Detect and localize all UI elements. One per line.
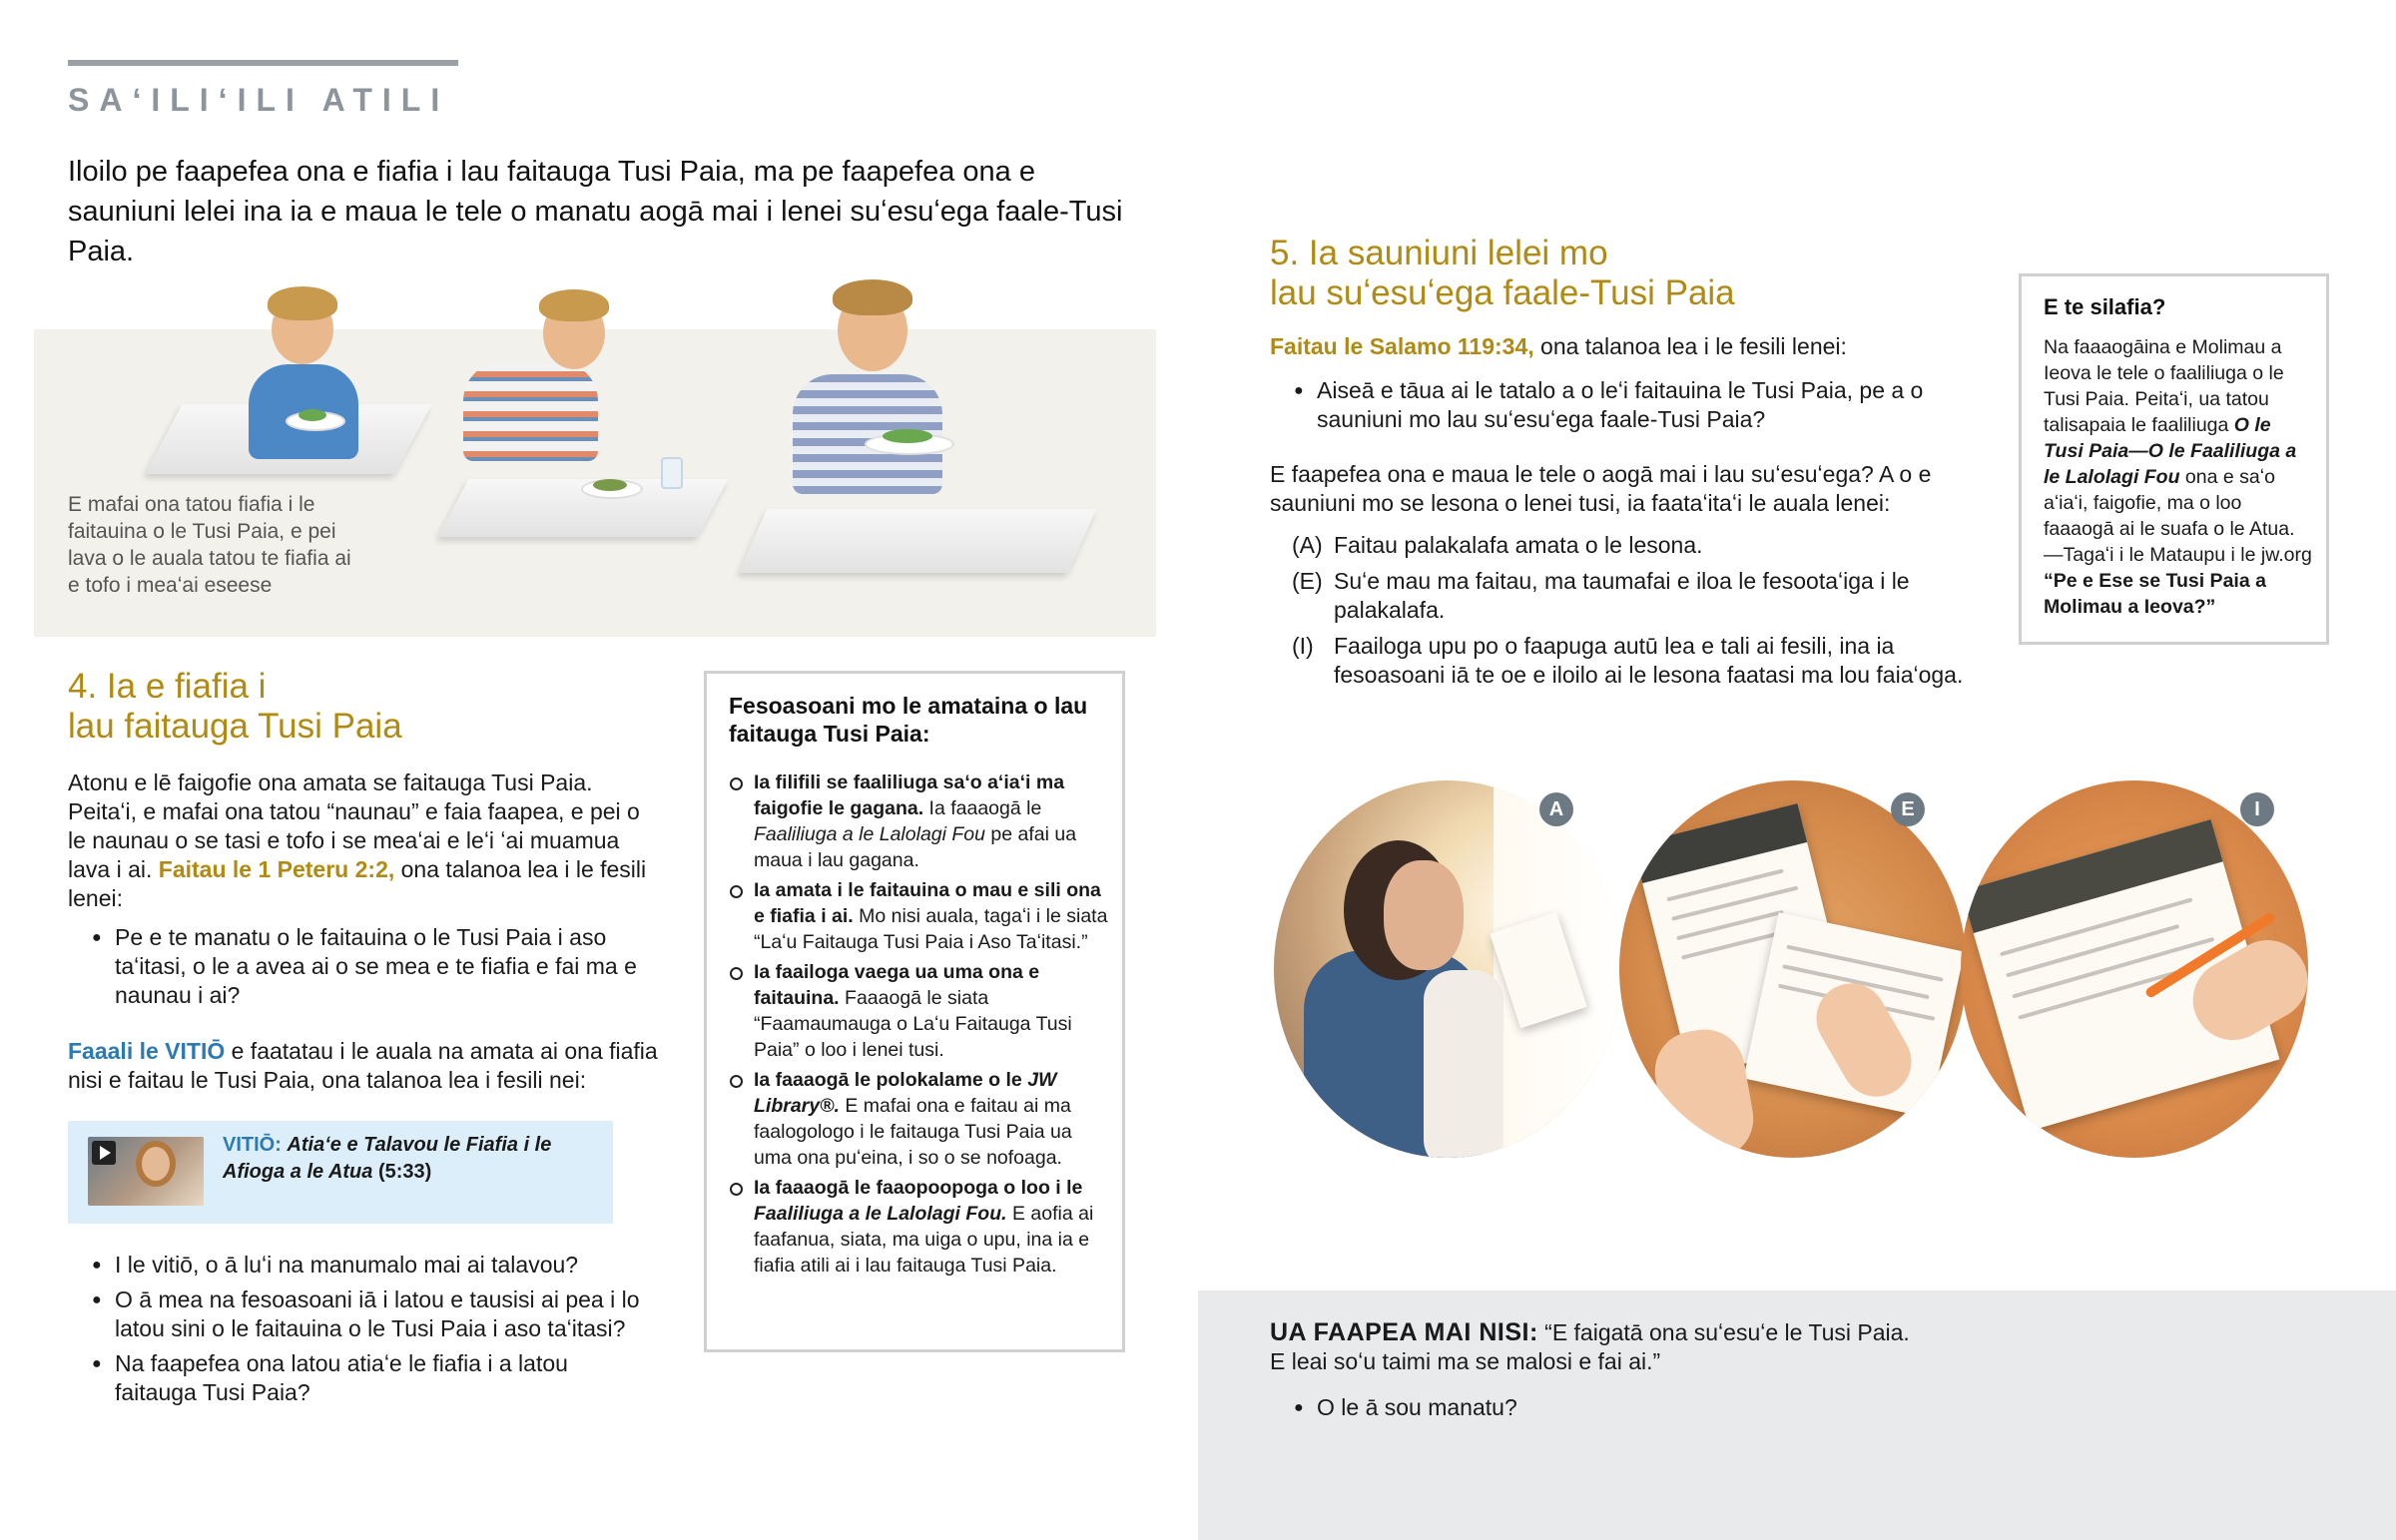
video-title-block[interactable]	[223, 1132, 602, 1186]
intro-paragraph: Iloilo pe faapefea ona e fiafia i lau faitauga Tusi Paia, ma pe faapefea ona e sauniuni lelei ina ia e maua le tele o manatu aogā mai i lenei suʻesuʻega faale-Tusi Paia.	[68, 156, 1123, 267]
photo-caption: E mafai ona tatou fiafia i le faitauina o le Tusi Paia, e pei lava o le auala tatou te fiafia ai e tofo i meaʻai eseese	[68, 493, 351, 597]
circle-illustration-i	[1961, 780, 2308, 1158]
question-item: ● I le vitiō, o ā luʻi na manumalo mai ai talavou?	[68, 1251, 647, 1280]
tip-item: Ia faailoga vaega ua uma ona e faitauina. Faaaogā le siata “Faamaumauga o Laʻu Faitauga Tusi Paia” o loo i lenei tusi.	[729, 959, 1113, 1063]
badge-i: I	[2240, 792, 2274, 826]
article-link[interactable]: “Pe e Ese se Tusi Paia a Molimau a Ieova?”	[2044, 570, 2266, 618]
did-you-know-title: E te silafia?	[2044, 294, 2166, 319]
section-kicker: SAʻILIʻILI ATILI	[68, 82, 450, 118]
video-intro-text: e faatatau i le auala na amata ai ona fiafia nisi e faitau le Tusi Paia, ona talanoa lea i fesili nei:	[68, 1038, 658, 1093]
header-rule	[68, 60, 458, 66]
badge-a: A	[1539, 792, 1573, 826]
did-you-know-text: Na faaaogāina e Molimau a Ieova le tele o faaliliuga o le Tusi Paia. Peitaʻi, ua tatou talisapaia le faaliliuga O le Tusi Paia—O le Faaliliuga a le Lalolagi Fou ona e saʻo aʻiaʻi, faigofie, ma o loo faaaogā ai le suafa o le Atua. —Tagaʻi i le Mataupu i le jw.org “Pe e Ese se Tusi Paia a Molimau a Ieova?”	[2044, 336, 2312, 618]
question-item: ● O ā mea na fesoasoani iā i latou e tausisi ai pea i lo latou sini o le faitauina o le Tusi Paia i aso taʻitasi?	[68, 1285, 647, 1343]
circle-illustration-e	[1619, 780, 1967, 1158]
bible-title: O le Tusi Paia—O le Faaliliuga a le Lalolagi Fou	[2044, 414, 2297, 488]
video-questions	[68, 1251, 647, 1413]
circle-illustration-a	[1274, 780, 1621, 1158]
some-say-quote: UA FAAPEA MAI NISI: “E faigatā ona suʻesuʻe le Tusi Paia. E leai soʻu taimi ma se malosi e fai ai.”	[1270, 1318, 1910, 1374]
some-say-label: UA FAAPEA MAI NISI:	[1270, 1318, 1538, 1346]
tip-item: Ia amata i le faitauina o mau e sili ona e fiafia i ai. Mo nisi auala, tagaʻi i le siata “Laʻu Faitauga Tusi Paia i Aso Taʻitasi.”	[729, 877, 1113, 955]
table-3	[739, 509, 1096, 573]
show-video-link[interactable]: Faaali le VITIŌ	[68, 1038, 226, 1064]
video-duration: (5:33)	[377, 1161, 432, 1183]
video-title: Atiaʻe e Talavou le Fiafia i le Afioga a le Atua	[223, 1134, 552, 1183]
section-5-questions	[1270, 376, 1949, 440]
scripture-link-1-peter[interactable]: Faitau le 1 Peteru 2:2,	[158, 856, 395, 882]
video-card[interactable]	[68, 1121, 613, 1224]
section-5-title	[1270, 234, 1869, 313]
video-label: VITIŌ:	[223, 1134, 282, 1156]
did-you-know-box	[2019, 273, 2329, 645]
section-5-title-line2: lau suʻesuʻega faale-Tusi Paia	[1270, 273, 1735, 312]
section-4-body-text: Atonu e lē faigofie ona amata se faitauga Tusi Paia. Peitaʻi, e mafai ona tatou “naunau” e faia faapea, e pei o le naunau o se tasi e tofo i se meaʻai e leʻi ʻai muamua lava i ai.	[68, 770, 640, 882]
study-step: (A) Faitau palakalafa amata o le lesona.	[1292, 532, 1703, 558]
tips-title: Fesoasoani mo le amataina o lau faitauga Tusi Paia:	[729, 693, 1088, 747]
tips-sidebar	[704, 671, 1125, 1352]
study-step: (I) Faailoga upu po o faapuga autū lea e tali ai fesili, ina ia fesoasoani iā te oe e iloilo ai le lesona faatasi ma lou faiaʻoga.	[1292, 633, 1964, 688]
play-icon[interactable]	[92, 1141, 116, 1165]
section-5-body: E faapefea ona e maua le tele o aogā mai i lau suʻesuʻega? A o e sauniuni mo se lesona o lenei tusi, ia faataʻitaʻi le auala lenei:	[1270, 461, 1932, 516]
section-4-questions	[68, 923, 647, 1016]
section-5-read	[1270, 332, 1969, 361]
tip-item: Ia filifili se faaliliuga saʻo aʻiaʻi ma faigofie le gagana. Ia faaaogā le Faaliliuga a le Lalolagi Fou pe afai ua maua i lau gagana.	[729, 770, 1113, 873]
section-4-body	[68, 769, 647, 913]
question-item: ● O le ā sou manatu?	[1270, 1393, 1869, 1422]
question-item: ● Na faapefea ona latou atiaʻe le fiafia i a latou faitauga Tusi Paia?	[68, 1349, 647, 1407]
tip-item: Ia faaaogā le polokalame o le JW Library®. E mafai ona e faitau ai ma faalogologo i le faitauga Tusi Paia ua uma ona puʻeina, i so o se nofoaga.	[729, 1067, 1113, 1171]
question-item: ● Aiseā e tāua ai le tatalo a o leʻi faitauina le Tusi Paia, pe a o sauniuni mo lau suʻesuʻega faale-Tusi Paia?	[1270, 376, 1949, 434]
section-4-title	[68, 667, 707, 747]
video-thumbnail[interactable]	[88, 1137, 204, 1206]
tips-list	[729, 770, 1113, 1283]
study-step: (E) Suʻe mau ma faitau, ma taumafai e iloa le fesootaʻiga i le palakalafa.	[1292, 568, 1910, 623]
section-4-body-after: ona talanoa lea i le fesili lenei:	[68, 856, 647, 911]
badge-e: E	[1891, 792, 1925, 826]
section-4-title-line1: 4. Ia e fiafia i	[68, 667, 267, 706]
study-steps	[1270, 531, 1989, 697]
question-item: ● Pe e te manatu o le faitauina o le Tusi Paia i aso taʻitasi, o le a avea ai o se mea e te fiafia e fai ma e naunau i ai?	[68, 923, 647, 1010]
section-5-title-line1: 5. Ia sauniuni lelei mo	[1270, 234, 1608, 272]
tip-item: Ia faaaogā le faaopoopoga o loo i le Faaliliuga a le Lalolagi Fou. E aofia ai faafanua, siata, ma uiga o upu, ina ia e fiafia atili ai i lau faitauga Tusi Paia.	[729, 1175, 1113, 1279]
video-intro	[68, 1037, 667, 1095]
some-say-questions	[1270, 1393, 1869, 1428]
section-5-read-after: ona talanoa lea i le fesili lenei:	[1533, 333, 1847, 359]
section-4-title-line2: lau faitauga Tusi Paia	[68, 707, 402, 746]
scripture-link-psalm[interactable]: Faitau le Salamo 119:34,	[1270, 333, 1534, 359]
